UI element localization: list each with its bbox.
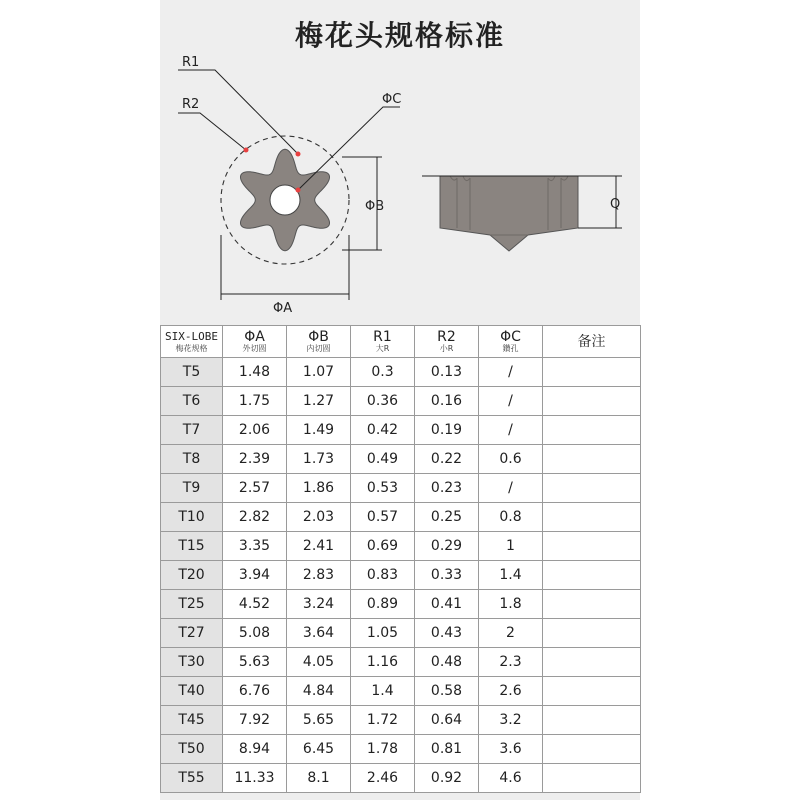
table-cell: 0.8: [479, 503, 543, 532]
table-cell: 0.48: [415, 648, 479, 677]
column-title: ΦB: [308, 328, 329, 345]
table-cell: 1.16: [351, 648, 415, 677]
table-cell: 0.42: [351, 416, 415, 445]
column-header: [415, 326, 479, 358]
size-code-cell: T30: [161, 648, 223, 677]
side-view: [440, 176, 578, 251]
size-code-cell: T20: [161, 561, 223, 590]
table-cell: 6.45: [287, 735, 351, 764]
table-cell: 2.83: [287, 561, 351, 590]
table-cell: 0.6: [479, 445, 543, 474]
column-header: [223, 326, 287, 358]
table-cell: 3.94: [223, 561, 287, 590]
table-cell: 0.13: [415, 358, 479, 387]
table-row: [161, 677, 641, 706]
column-header: [161, 326, 223, 358]
column-header: [287, 326, 351, 358]
table-cell: 1.78: [351, 735, 415, 764]
table-cell: [543, 532, 641, 561]
size-code-cell: T40: [161, 677, 223, 706]
column-title: 备注: [577, 333, 606, 350]
column-title: SIX-LOBE: [165, 329, 218, 343]
table-row: [161, 532, 641, 561]
column-header: [351, 326, 415, 358]
phi-c-marker: [296, 188, 301, 193]
table-cell: [543, 590, 641, 619]
table-cell: 0.36: [351, 387, 415, 416]
table-cell: 3.35: [223, 532, 287, 561]
table-cell: 5.63: [223, 648, 287, 677]
table-cell: 0.53: [351, 474, 415, 503]
table-cell: 0.81: [415, 735, 479, 764]
table-row: [161, 764, 641, 793]
column-title: R1: [373, 328, 392, 345]
side-view-body: [440, 176, 578, 251]
table-cell: 0.41: [415, 590, 479, 619]
column-subtitle: 梅花规格: [175, 343, 208, 353]
table-row: [161, 619, 641, 648]
table-cell: [543, 764, 641, 793]
table-cell: [543, 503, 641, 532]
table-row: [161, 735, 641, 764]
table-cell: 4.84: [287, 677, 351, 706]
table-cell: 0.25: [415, 503, 479, 532]
table-cell: 0.69: [351, 532, 415, 561]
table-cell: [543, 619, 641, 648]
table-cell: 1.48: [223, 358, 287, 387]
table-row: [161, 387, 641, 416]
table-row: [161, 706, 641, 735]
size-code-cell: T10: [161, 503, 223, 532]
table-cell: /: [479, 416, 543, 445]
table-cell: 0.64: [415, 706, 479, 735]
table-cell: 0.89: [351, 590, 415, 619]
table-cell: 2.39: [223, 445, 287, 474]
table-cell: 2: [479, 619, 543, 648]
table-cell: 1.4: [351, 677, 415, 706]
table-cell: 0.3: [351, 358, 415, 387]
phi-c-label: ΦC: [382, 92, 402, 107]
table-cell: [543, 706, 641, 735]
table-cell: 1.72: [351, 706, 415, 735]
table-cell: 4.05: [287, 648, 351, 677]
size-code-cell: T55: [161, 764, 223, 793]
column-subtitle: 大R: [375, 343, 390, 353]
table-cell: 1.8: [479, 590, 543, 619]
table-cell: 0.22: [415, 445, 479, 474]
table-cell: 5.65: [287, 706, 351, 735]
table-cell: 2.57: [223, 474, 287, 503]
table-row: [161, 648, 641, 677]
table-cell: 0.19: [415, 416, 479, 445]
table-cell: 0.58: [415, 677, 479, 706]
r2-marker: [244, 148, 249, 153]
table-cell: /: [479, 358, 543, 387]
torx-drawing: [160, 0, 640, 325]
table-row: [161, 358, 641, 387]
table-cell: 1: [479, 532, 543, 561]
column-subtitle: 小R: [439, 343, 454, 353]
table-cell: 0.57: [351, 503, 415, 532]
table-cell: 1.49: [287, 416, 351, 445]
table-cell: 4.52: [223, 590, 287, 619]
column-header: [479, 326, 543, 358]
table-cell: /: [479, 474, 543, 503]
table-row: [161, 503, 641, 532]
table-cell: 11.33: [223, 764, 287, 793]
table-row: [161, 416, 641, 445]
phi-b-label: ΦB: [365, 199, 385, 214]
q-label: Q: [610, 197, 621, 212]
table-cell: 2.41: [287, 532, 351, 561]
table-cell: 2.46: [351, 764, 415, 793]
table-row: [161, 445, 641, 474]
table-cell: 4.6: [479, 764, 543, 793]
table-row: [161, 561, 641, 590]
table-cell: 1.27: [287, 387, 351, 416]
size-code-cell: T9: [161, 474, 223, 503]
center-hole: [270, 185, 300, 215]
table-cell: 1.86: [287, 474, 351, 503]
table-cell: 8.1: [287, 764, 351, 793]
table-cell: 0.83: [351, 561, 415, 590]
size-code-cell: T50: [161, 735, 223, 764]
table-cell: [543, 387, 641, 416]
table-cell: 1.05: [351, 619, 415, 648]
spec-table: [160, 325, 641, 793]
size-code-cell: T15: [161, 532, 223, 561]
size-code-cell: T25: [161, 590, 223, 619]
spec-sheet: [160, 0, 640, 800]
table-cell: [543, 474, 641, 503]
column-title: R2: [437, 328, 456, 345]
size-code-cell: T8: [161, 445, 223, 474]
table-cell: 7.92: [223, 706, 287, 735]
table-cell: [543, 677, 641, 706]
size-code-cell: T45: [161, 706, 223, 735]
table-cell: 0.29: [415, 532, 479, 561]
table-row: [161, 474, 641, 503]
table-cell: 1.07: [287, 358, 351, 387]
table-cell: [543, 735, 641, 764]
table-cell: 3.2: [479, 706, 543, 735]
column-title: ΦA: [244, 328, 265, 345]
table-cell: 1.73: [287, 445, 351, 474]
r2-label: R2: [182, 97, 200, 112]
column-title: ΦC: [500, 328, 521, 345]
table-cell: 2.3: [479, 648, 543, 677]
size-code-cell: T6: [161, 387, 223, 416]
table-cell: 1.75: [223, 387, 287, 416]
table-cell: 3.64: [287, 619, 351, 648]
table-cell: 8.94: [223, 735, 287, 764]
table-cell: 3.24: [287, 590, 351, 619]
table-cell: [543, 648, 641, 677]
table-cell: 0.49: [351, 445, 415, 474]
table-cell: 0.23: [415, 474, 479, 503]
table-cell: 2.06: [223, 416, 287, 445]
size-code-cell: T7: [161, 416, 223, 445]
table-cell: 0.92: [415, 764, 479, 793]
table-cell: 5.08: [223, 619, 287, 648]
column-header: [543, 326, 641, 358]
table-cell: 1.4: [479, 561, 543, 590]
phi-a-label: ΦA: [273, 301, 293, 316]
table-header: [161, 326, 641, 358]
size-code-cell: T27: [161, 619, 223, 648]
table-cell: [543, 561, 641, 590]
table-cell: 0.43: [415, 619, 479, 648]
table-cell: 3.6: [479, 735, 543, 764]
table-cell: [543, 416, 641, 445]
r1-marker: [296, 152, 301, 157]
table-cell: 2.82: [223, 503, 287, 532]
r1-label: R1: [182, 55, 200, 70]
table-row: [161, 590, 641, 619]
column-subtitle: 鑽孔: [502, 343, 519, 353]
table-cell: 0.33: [415, 561, 479, 590]
column-subtitle: 内切圆: [306, 343, 331, 353]
column-subtitle: 外切圆: [242, 343, 267, 353]
table-cell: 2.03: [287, 503, 351, 532]
table-body: [161, 358, 641, 793]
page-title: 梅花头规格标准: [294, 19, 505, 52]
table-cell: /: [479, 387, 543, 416]
table-cell: 6.76: [223, 677, 287, 706]
table-cell: [543, 445, 641, 474]
table-cell: 2.6: [479, 677, 543, 706]
table-cell: [543, 358, 641, 387]
size-code-cell: T5: [161, 358, 223, 387]
table-cell: 0.16: [415, 387, 479, 416]
